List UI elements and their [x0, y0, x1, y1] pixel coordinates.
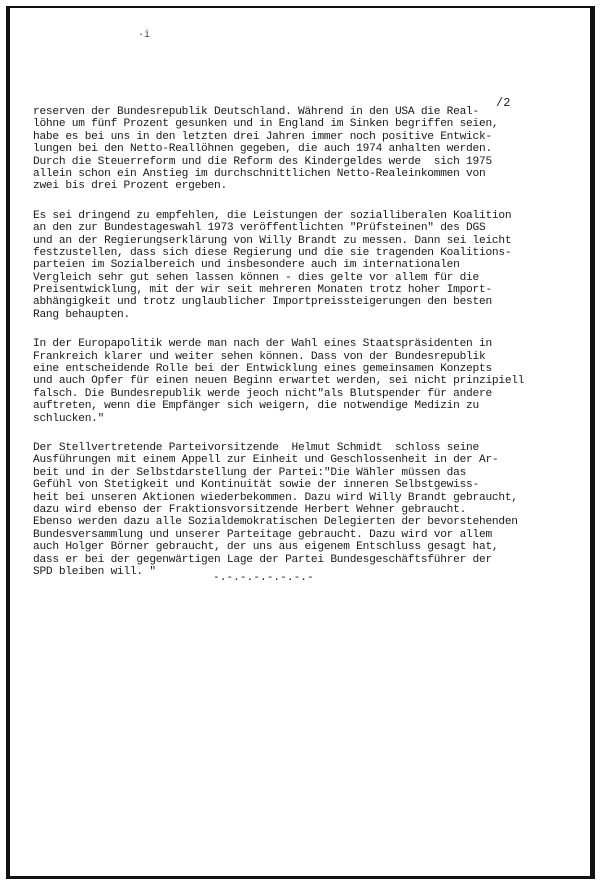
text-line: Gefühl von Stetigkeit und Kontinuität sowie der inneren Selbstgewiss-: [33, 479, 479, 492]
text-line: parteien im Sozialbereich und insbesondere auch im internationalen: [33, 259, 460, 272]
text-line: abhängigkeit und trotz unglaublicher Importpreissteigerungen den besten: [33, 296, 492, 309]
text-line: lungen bei den Netto-Reallöhnen gegeben, die auch 1974 anhalten werden.: [33, 143, 492, 156]
text-line: habe es bei uns in den letzten drei Jahren immer noch positive Entwick-: [33, 130, 492, 143]
text-line: Der Stellvertretende Parteivorsitzende Helmut Schmidt schloss seine: [33, 441, 479, 454]
text-line: Ausführungen mit einem Appell zur Einheit und Geschlossenheit in der Ar-: [33, 454, 499, 467]
top-mark: ·i: [138, 30, 151, 41]
text-line: auch Holger Börner gebraucht, der uns aus eigenem Entschluss gesagt hat,: [33, 541, 499, 554]
document-body: [33, 106, 581, 595]
text-line: Bundesversammlung und unserer Parteitage gebraucht. Dazu wird vor allem: [33, 528, 492, 541]
text-line: Durch die Steuerreform und die Reform des Kindergeldes werde sich 1975: [33, 155, 492, 168]
text-line: auftreten, wenn die Empfänger sich weigern, die notwendige Medizin zu: [33, 400, 479, 413]
text-line: dass er bei der gegenwärtigen Lage der Partei Bundesgeschäftsführer der: [33, 553, 492, 566]
text-line: beit und in der Selbstdarstellung der Partei:"Die Wähler müssen das: [33, 466, 467, 479]
text-line: an den zur Bundestageswahl 1973 veröffentlichten "Prüfsteinen" des DGS: [33, 222, 486, 235]
text-line: festzustellen, dass sich diese Regierung und die sie tragenden Koalitions-: [33, 246, 512, 259]
text-line: dazu wird ebenso der Fraktionsvorsitzende Herbert Wehner gebraucht.: [33, 503, 467, 516]
text-line: und an der Regierungserklärung von Willy Brandt zu messen. Dann sei leicht: [33, 234, 512, 247]
end-divider: -.-.-.-.-.-.-.-: [213, 572, 314, 584]
paragraph-europe: [33, 338, 581, 425]
text-line: und auch Opfer für einen neuen Beginn erwartet werden, sei nicht prinzipiell: [33, 375, 525, 388]
text-line: Vergleich sehr gut sehen lassen können - dies gelte vor allem für die: [33, 271, 479, 284]
text-line: zwei bis drei Prozent ergeben.: [33, 180, 227, 193]
text-line: Rang behaupten.: [33, 308, 130, 321]
page-number: /2: [496, 96, 511, 110]
paragraph-coalition: [33, 210, 581, 322]
text-line: Es sei dringend zu empfehlen, die Leistungen der sozialliberalen Koalition: [33, 209, 512, 222]
text-line: heit bei unseren Aktionen wiederbekommen. Dazu wird Willy Brandt gebraucht,: [33, 491, 518, 504]
text-line: In der Europapolitik werde man nach der Wahl eines Staatspräsidenten in: [33, 338, 492, 351]
text-line: schlucken.": [33, 412, 105, 425]
paragraph-real-wages: [33, 106, 581, 193]
text-line: falsch. Die Bundesrepublik werde jeoch nicht"als Blutspender für andere: [33, 387, 492, 400]
text-line: SPD bleiben will. ": [33, 565, 156, 578]
text-line: Ebenso werden dazu alle Sozialdemokratischen Delegierten der bevorstehenden: [33, 516, 518, 529]
text-line: Preisentwicklung, mit der wir seit mehreren Monaten trotz hoher Import-: [33, 284, 492, 297]
text-line: allein schon ein Anstieg im durchschnittlichen Netto-Realeinkommen von: [33, 167, 486, 180]
text-line: eine entscheidende Rolle bei der Entwicklung eines gemeinsamen Konzepts: [33, 363, 492, 376]
text-line: löhne um fünf Prozent gesunken und in England im Sinken begriffen seien,: [33, 118, 499, 131]
paragraph-schmidt: [33, 442, 581, 578]
text-line: reserven der Bundesrepublik Deutschland. Während in den USA die Real-: [33, 106, 479, 118]
text-line: Frankreich klarer und weiter sehen können. Dass von der Bundesrepublik: [33, 350, 486, 363]
